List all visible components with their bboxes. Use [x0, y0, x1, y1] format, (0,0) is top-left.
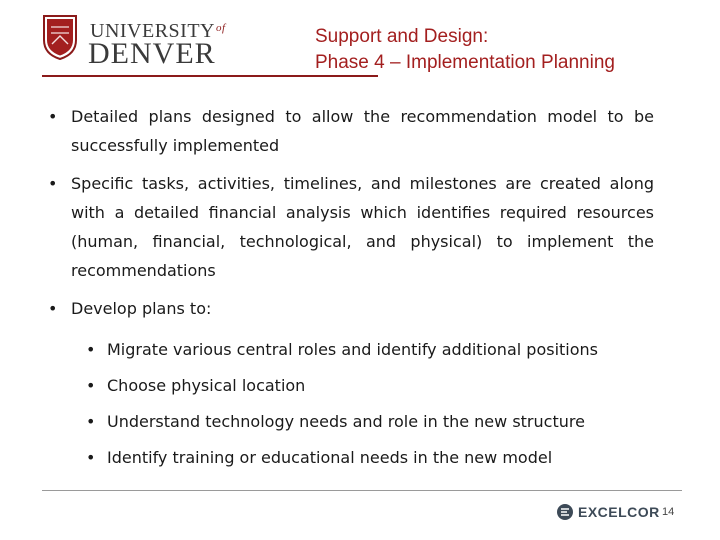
sub-bullet-item: • Migrate various central roles and identify additional positions	[42, 332, 654, 368]
excelcor-brand-text: EXCELCOR	[578, 504, 660, 520]
university-of-denver-logo	[42, 14, 226, 70]
excelcor-mark-icon	[556, 503, 574, 521]
footer-divider	[42, 490, 682, 491]
bullet-item: • Develop plans to:	[42, 294, 654, 323]
sub-bullet-item: • Choose physical location	[42, 368, 654, 404]
excelcor-logo	[556, 502, 660, 522]
sub-bullet-list	[42, 332, 654, 476]
bullet-item: • Detailed plans designed to allow the recommendation model to be successfully implemented	[42, 102, 654, 160]
slide-title-line-2: Phase 4 – Implementation Planning	[315, 52, 615, 73]
slide-title-line-1: Support and Design:	[315, 26, 489, 47]
sub-bullet-item: • Understand technology needs and role in the new structure	[42, 404, 654, 440]
page-number: 14	[662, 506, 675, 518]
slide-title	[315, 24, 705, 76]
logo-denver-text: DENVER	[88, 37, 216, 70]
bullet-item: • Specific tasks, activities, timelines, and milestones are created along with a detailed financial analysis which identifies required resources (human, financial, technological, and physical) to implement the recommendations	[42, 169, 654, 285]
university-seal-icon	[42, 14, 78, 60]
sub-bullet-item: • Identify training or educational needs in the new model	[42, 440, 654, 476]
logo-university-text: $UNIVERSITY^{of}$	[90, 20, 226, 42]
slide-body	[42, 102, 654, 476]
